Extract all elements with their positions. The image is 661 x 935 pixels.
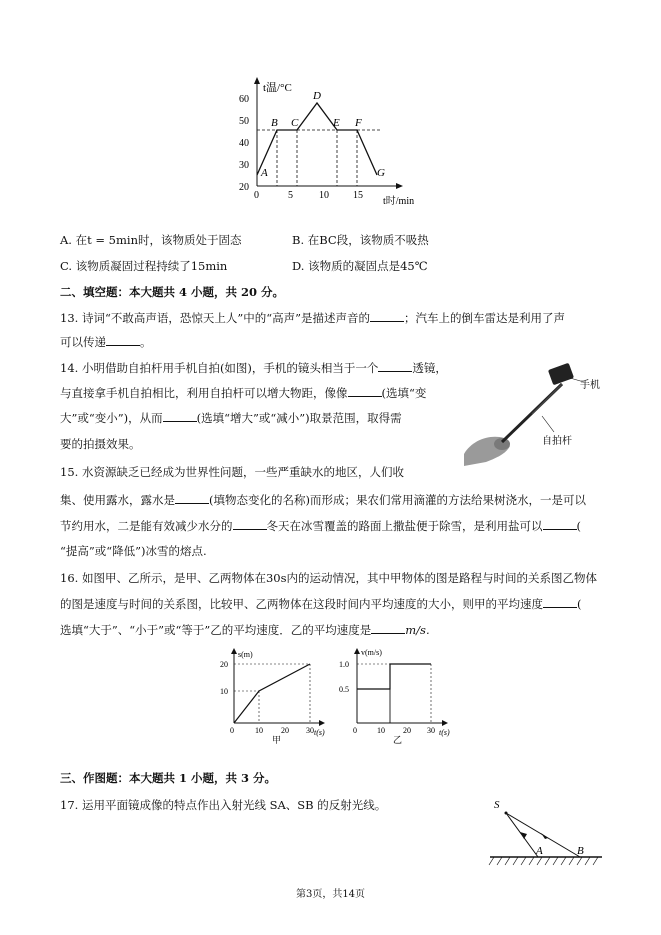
point-label-B: B	[271, 117, 278, 129]
point-label-F: F	[355, 117, 362, 129]
q14-text: (选填“增大”或“减小”)取景范围，取得需	[196, 411, 402, 425]
x-tick: 10	[377, 726, 385, 735]
q13-line2	[60, 334, 152, 350]
page-footer: 第3页，共14页	[295, 889, 366, 900]
label-A: A	[536, 845, 543, 857]
temperature-time-graph	[225, 72, 435, 212]
answer-blank[interactable]	[106, 334, 140, 346]
x-tick: 20	[281, 726, 289, 735]
q13-line1	[60, 310, 565, 326]
y-tick: 30	[239, 160, 249, 171]
q15-text: 冬天在冰雪覆盖的路面上撒盐便于除雪，是利用盐可以	[266, 519, 543, 533]
y-tick: 20	[239, 182, 249, 193]
label-B: B	[577, 845, 584, 857]
label-stick: 自拍杆	[542, 436, 572, 447]
y-axis-label: t温/°C	[263, 82, 292, 94]
option-d: D. 该物质的凝固点是45℃	[292, 259, 428, 273]
distance-time-graph-jia	[210, 645, 335, 745]
distance-curve	[234, 664, 310, 723]
q15-line2	[60, 492, 586, 508]
answer-blank[interactable]	[163, 410, 197, 422]
y-tick: 60	[239, 94, 249, 105]
q14-text: 透镜，	[412, 361, 447, 375]
q13-text: ；汽车上的倒车雷达是利用了声	[403, 311, 565, 325]
velocity-time-graph-yi	[335, 645, 460, 745]
y-tick: 0.5	[339, 685, 349, 694]
answer-blank[interactable]	[348, 385, 382, 397]
x-tick: 10	[319, 190, 329, 201]
section-2-header: 二、填空题：本大题共 4 小题，共 20 分。	[60, 285, 285, 299]
point-label-C: C	[291, 117, 299, 129]
q15-text: 节约用水，二是能有效减少水分的	[60, 519, 233, 533]
q16-line2	[60, 596, 582, 612]
q13-text: 。	[140, 335, 152, 349]
y-tick: 50	[239, 116, 249, 127]
y-axis-label: s(m)	[238, 650, 253, 659]
phone-shape	[548, 363, 574, 386]
y-axis-label: v(m/s)	[361, 648, 382, 657]
graph-caption: 甲	[272, 735, 282, 745]
q14-text: 与直接拿手机自拍相比，利用自拍杆可以增大物距，像像	[60, 386, 348, 400]
x-tick: 0	[230, 726, 234, 735]
graph-caption: 乙	[393, 735, 403, 745]
answer-blank[interactable]	[233, 518, 267, 530]
q14-line2	[60, 385, 426, 401]
q14-text: 大”或“变小”)，从而	[60, 411, 163, 425]
option-b: B. 在BC段，该物质不吸热	[292, 233, 429, 247]
y-tick: 40	[239, 138, 249, 149]
label-S: S	[494, 799, 500, 811]
q15-text: 集、使用露水，露水是	[60, 493, 175, 507]
q15-line1: 15. 水资源缺乏已经成为世界性问题，一些严重缺水的地区，人们收	[60, 465, 404, 479]
q16-text: 选填“大于”、“小于”或“等于”乙的平均速度．乙的平均速度是	[60, 623, 372, 637]
q14-text: (选填“变	[381, 386, 427, 400]
x-tick: 30	[427, 726, 435, 735]
y-tick: 20	[220, 660, 228, 669]
q14-line1	[60, 360, 447, 376]
answer-blank[interactable]	[378, 360, 412, 372]
option-a: A. 在t = 5min时，该物质处于固态	[60, 233, 242, 247]
q15-line3	[60, 518, 581, 534]
option-c: C. 该物质凝固过程持续了15min	[60, 259, 228, 273]
y-tick: 1.0	[339, 660, 349, 669]
q16-text: 的图是速度与时间的关系图，比较甲、乙两物体在这段时间内平均速度的大小，则甲的平均速度	[60, 597, 543, 611]
x-tick: 15	[353, 190, 363, 201]
q16-text: (	[577, 597, 582, 611]
q17-text: 17. 运用平面镜成像的特点作出入射光线 SA、SB 的反射光线。	[60, 798, 387, 812]
q13-text: 13. 诗词“不敢高声语，恐惊天上人”中的“高声”是描述声音的	[60, 311, 370, 325]
x-tick: 5	[288, 190, 293, 201]
answer-blank[interactable]	[370, 310, 404, 322]
y-tick: 10	[220, 687, 228, 696]
x-axis-label: t时/min	[383, 196, 415, 207]
velocity-curve	[357, 664, 431, 689]
q16-text: m/s.	[405, 623, 430, 637]
answer-blank[interactable]	[543, 596, 577, 608]
x-tick: 10	[255, 726, 263, 735]
x-tick: 20	[403, 726, 411, 735]
q16-line3	[60, 622, 430, 638]
q16-line1: 16. 如图甲、乙所示，是甲、乙两物体在30s内的运动情况，其中甲物体的图是路程与时间的关系图乙物体	[60, 571, 597, 585]
q14-line3	[60, 410, 402, 426]
point-label-A: A	[261, 167, 268, 179]
point-label-D: D	[313, 90, 321, 102]
q13-text: 可以传递	[60, 335, 106, 349]
q15-text: (	[576, 519, 581, 533]
x-tick: 0	[254, 190, 259, 201]
answer-blank[interactable]	[175, 492, 209, 504]
x-axis-label: t(s)	[314, 728, 325, 737]
plane-mirror-figure	[488, 795, 606, 870]
q14-line4: 要的拍摄效果。	[60, 437, 141, 451]
x-tick: 30	[306, 726, 314, 735]
section-3-header: 三、作图题：本大题共 1 小题，共 3 分。	[60, 771, 277, 785]
selfie-stick-illustration	[462, 362, 602, 472]
answer-blank[interactable]	[371, 622, 405, 634]
temperature-curve	[257, 103, 377, 175]
q15-text: (填物态变化的名称)而形成；果农们常用滴灌的方法给果树浇水，一是可以	[209, 493, 586, 507]
q14-text: 14. 小明借助自拍杆用手机自拍(如图)，手机的镜头相当于一个	[60, 361, 379, 375]
label-phone: 手机	[580, 380, 600, 391]
point-label-E: E	[333, 117, 340, 129]
answer-blank[interactable]	[543, 518, 577, 530]
point-label-G: G	[377, 167, 385, 179]
x-tick: 0	[353, 726, 357, 735]
q15-line4: “提高”或“降低”)冰雪的熔点.	[60, 544, 207, 558]
x-axis-label: t(s)	[439, 728, 450, 737]
